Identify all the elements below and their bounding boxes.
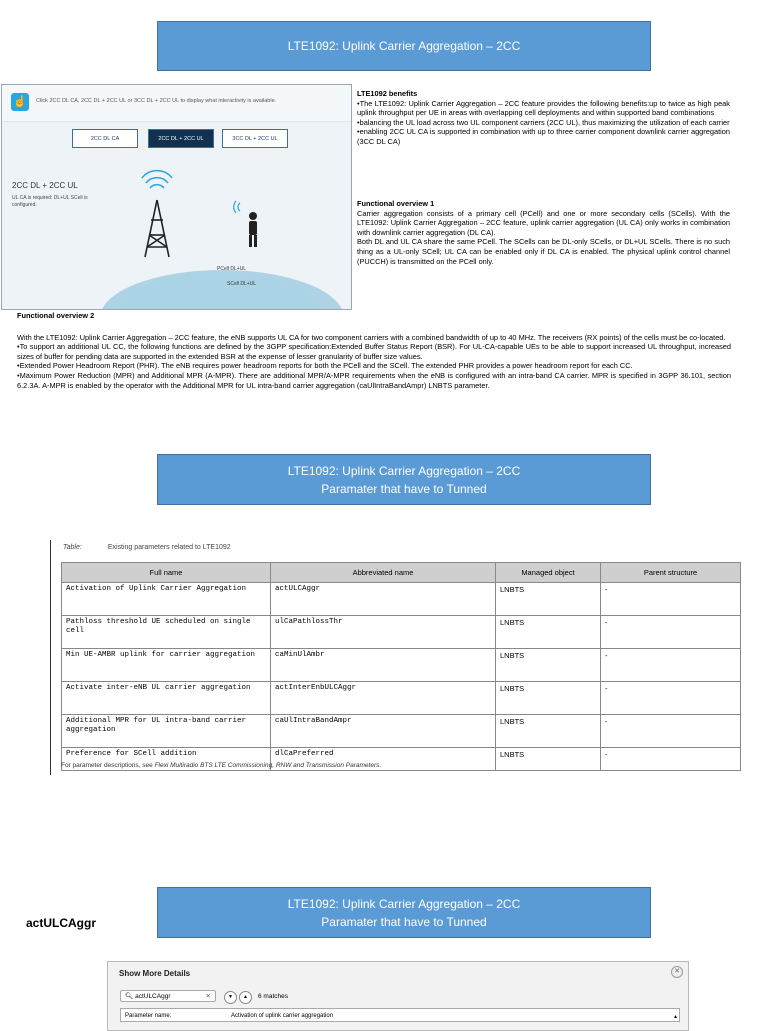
- banner-title: LTE1092: Uplink Carrier Aggregation – 2CC: [287, 463, 521, 478]
- cell-tower-icon: [145, 200, 169, 257]
- radio-waves-icon: [142, 171, 172, 188]
- state-description: UL CA is required: DL+UL SCell is configured.: [12, 195, 88, 208]
- functional-overview-2: [17, 311, 731, 390]
- cell-abbreviated-name: caMinUlAmbr: [271, 649, 496, 682]
- clear-search-icon[interactable]: ✕: [205, 993, 211, 1000]
- table-row: [62, 616, 741, 649]
- overview2-paragraph: •Maximum Power Reduction (MPR) and Additional MPR (A-MPR). There are additional MPR/A-MPR requirements when the eNB is configured with an intra-band CA carrier. MPR is specified in 3GPP 36.101, section 6.2.3A. A-MPR is enabled by the operator with the Additional MPR for UL intra-band carrier aggregation (caUlIntraBandAmpr) LNBTS parameter.: [17, 370, 731, 390]
- cell-managed-object: LNBTS: [496, 649, 601, 682]
- cell-managed-object: LNBTS: [496, 682, 601, 715]
- cell-full-name: Activation of Uplink Carrier Aggregation: [62, 583, 271, 616]
- table-row: [62, 682, 741, 715]
- illustration-instruction: Click 2CC DL CA, 2CC DL + 2CC UL or 3CC DL + 2CC UL to display what interactivity is available.: [36, 98, 277, 104]
- 2cc-dl-2cc-ul-button[interactable]: 2CC DL + 2CC UL: [148, 129, 214, 148]
- table-caption: [63, 544, 231, 551]
- hand-pointer-icon: ☝: [11, 93, 29, 111]
- banner-title: LTE1092: Uplink Carrier Aggregation – 2CC: [287, 39, 521, 53]
- footnote-prefix: For parameter descriptions, see: [61, 762, 153, 769]
- parameters-banner: [157, 887, 651, 938]
- parameters-table: [61, 562, 741, 771]
- dialog-title: Show More Details: [119, 969, 191, 978]
- table-caption-text: Existing parameters related to LTE1092: [107, 544, 231, 551]
- table-footnote: [61, 762, 381, 769]
- phone-signal-icon: [234, 201, 240, 213]
- cell-managed-object: LNBTS: [496, 616, 601, 649]
- cell-parent-structure: -: [601, 715, 741, 748]
- close-icon[interactable]: ✕: [671, 966, 683, 978]
- table-header-row: [62, 563, 741, 583]
- detail-row: [120, 1008, 680, 1022]
- cell-parent-structure: -: [601, 583, 741, 616]
- cell-abbreviated-name: dlCaPreferred: [271, 748, 496, 771]
- cell-parent-structure: -: [601, 748, 741, 771]
- overview1-paragraph: Both DL and UL CA share the same PCell. The SCells can be DL-only SCells, or DL+UL SCells. There is no such thing as a UL-only SCell; UL CA can be enabled only if DL CA is enabled. The physical uplink control channel (PUCCH) is transmitted on the PCell only.: [357, 237, 730, 266]
- footnote-reference: Flexi Multiradio BTS LTE Commissioning, RNW and Transmission Parameters.: [154, 762, 382, 769]
- table-row: [62, 583, 741, 616]
- detail-key: Parameter name:: [125, 1013, 172, 1019]
- scroll-arrow-icon[interactable]: ▴: [673, 1014, 677, 1020]
- cell-full-name: Min UE-AMBR uplink for carrier aggregation: [62, 649, 271, 682]
- cell-managed-object: LNBTS: [496, 748, 601, 771]
- overview2-paragraph: With the LTE1092: Uplink Carrier Aggregation – 2CC feature, the eNB supports UL CA for two component carriers with a combined bandwidth of up to 40 MHz. The receivers (RX points) of the cells must be co-located.: [17, 332, 726, 342]
- benefit-item: •The LTE1092: Uplink Carrier Aggregation – 2CC feature provides the following benefits:up to twice as high peak uplink throughput per UE in areas with overlapping cell deployments and within supported band combinations: [357, 98, 730, 118]
- overview2-paragraph: •Extended Power Headroom Report (PHR). The eNB requires power headroom reports for both the PCell and the SCell. The extended PHR provides a power headroom report for each CC.: [17, 361, 633, 371]
- banner-title: LTE1092: Uplink Carrier Aggregation – 2CC: [287, 896, 521, 911]
- benefits-heading: LTE1092 benefits: [357, 89, 418, 98]
- cell-full-name: Activate inter-eNB UL carrier aggregation: [62, 682, 271, 715]
- cell-abbreviated-name: actInterEnbULCAggr: [271, 682, 496, 715]
- column-header: Full name: [62, 563, 271, 583]
- 2cc-dl-ca-button[interactable]: 2CC DL CA: [72, 129, 138, 148]
- cell-coverage-diagram: [2, 85, 352, 310]
- 3cc-dl-2cc-ul-button[interactable]: 3CC DL + 2CC UL: [222, 129, 288, 148]
- parameter-label: actULCAggr: [26, 916, 97, 930]
- search-icon: 🔍︎: [125, 993, 134, 1000]
- match-count: 6 matches: [258, 993, 288, 1000]
- cell-full-name: Pathloss threshold UE scheduled on single cell: [62, 616, 271, 649]
- overview1-paragraph: Carrier aggregation consists of a primary cell (PCell) and one or more secondary cells (SCells). With the LTE1092: Uplink Carrier Aggregation – 2CC feature, uplink carrier aggregation (UL CA) only works in combination with downlink carrier aggregation (DL CA).: [357, 208, 730, 237]
- parameter-table-section: [50, 540, 741, 775]
- table-row: [62, 649, 741, 682]
- column-header: Parent structure: [601, 563, 741, 583]
- cell-managed-object: LNBTS: [496, 583, 601, 616]
- detail-value: Activation of uplink carrier aggregation: [231, 1013, 334, 1019]
- cell-full-name: Additional MPR for UL intra-band carrier aggregation: [62, 715, 271, 748]
- state-title: 2CC DL + 2CC UL: [12, 181, 78, 190]
- banner-subtitle: Paramater that have to Tunned: [321, 481, 487, 496]
- search-input[interactable]: [120, 990, 216, 1002]
- table-caption-label: Table:: [63, 544, 82, 551]
- parameters-banner: [157, 454, 651, 505]
- overview2-heading: Functional overview 2: [17, 311, 95, 320]
- benefits-section: [357, 89, 730, 147]
- table-row: [62, 715, 741, 748]
- overview1-heading: Functional overview 1: [357, 199, 435, 208]
- pcell-label: PCell DL+UL: [217, 266, 247, 272]
- benefit-item: •balancing the UL load across two UL component carriers (2CC UL), thus maximizing the utilization of each carrier: [357, 117, 730, 127]
- search-value: actULCAggr: [135, 993, 171, 1000]
- cell-parent-structure: -: [601, 649, 741, 682]
- overview2-paragraph: •To support an additional UL CC, the following functions are defined by the 3GPP specification:Extended Buffer Status Report (BSR). For UL-CA-capable UEs to be able to support increased UL throughput, increased sizes of buffer for pending data are supported in the extended BSR at the expense of lesser granularity of buffer size values.: [17, 342, 731, 361]
- cell-parent-structure: -: [601, 616, 741, 649]
- banner-subtitle: Paramater that have to Tunned: [321, 914, 487, 929]
- next-match-button[interactable]: ▲: [239, 991, 252, 1004]
- scell-label: SCell DL+UL: [227, 281, 257, 287]
- carrier-aggregation-illustration: [1, 84, 352, 310]
- functional-overview-1: [357, 199, 730, 266]
- column-header: Abbreviated name: [271, 563, 496, 583]
- show-more-details-dialog: [107, 961, 689, 1031]
- cell-full-name: Preference for SCell addition: [62, 748, 271, 771]
- cell-managed-object: LNBTS: [496, 715, 601, 748]
- column-header: Managed object: [496, 563, 601, 583]
- cell-abbreviated-name: caUlIntraBandAmpr: [271, 715, 496, 748]
- benefit-item: •enabling 2CC UL CA is supported in combination with up to three carrier component downlink carrier aggregation (3CC DL CA): [357, 127, 730, 146]
- previous-match-button[interactable]: ▼: [224, 991, 237, 1004]
- user-icon: [249, 212, 257, 247]
- title-banner: [157, 21, 651, 71]
- cell-parent-structure: -: [601, 682, 741, 715]
- cell-abbreviated-name: ulCaPathlossThr: [271, 616, 496, 649]
- cell-abbreviated-name: actULCAggr: [271, 583, 496, 616]
